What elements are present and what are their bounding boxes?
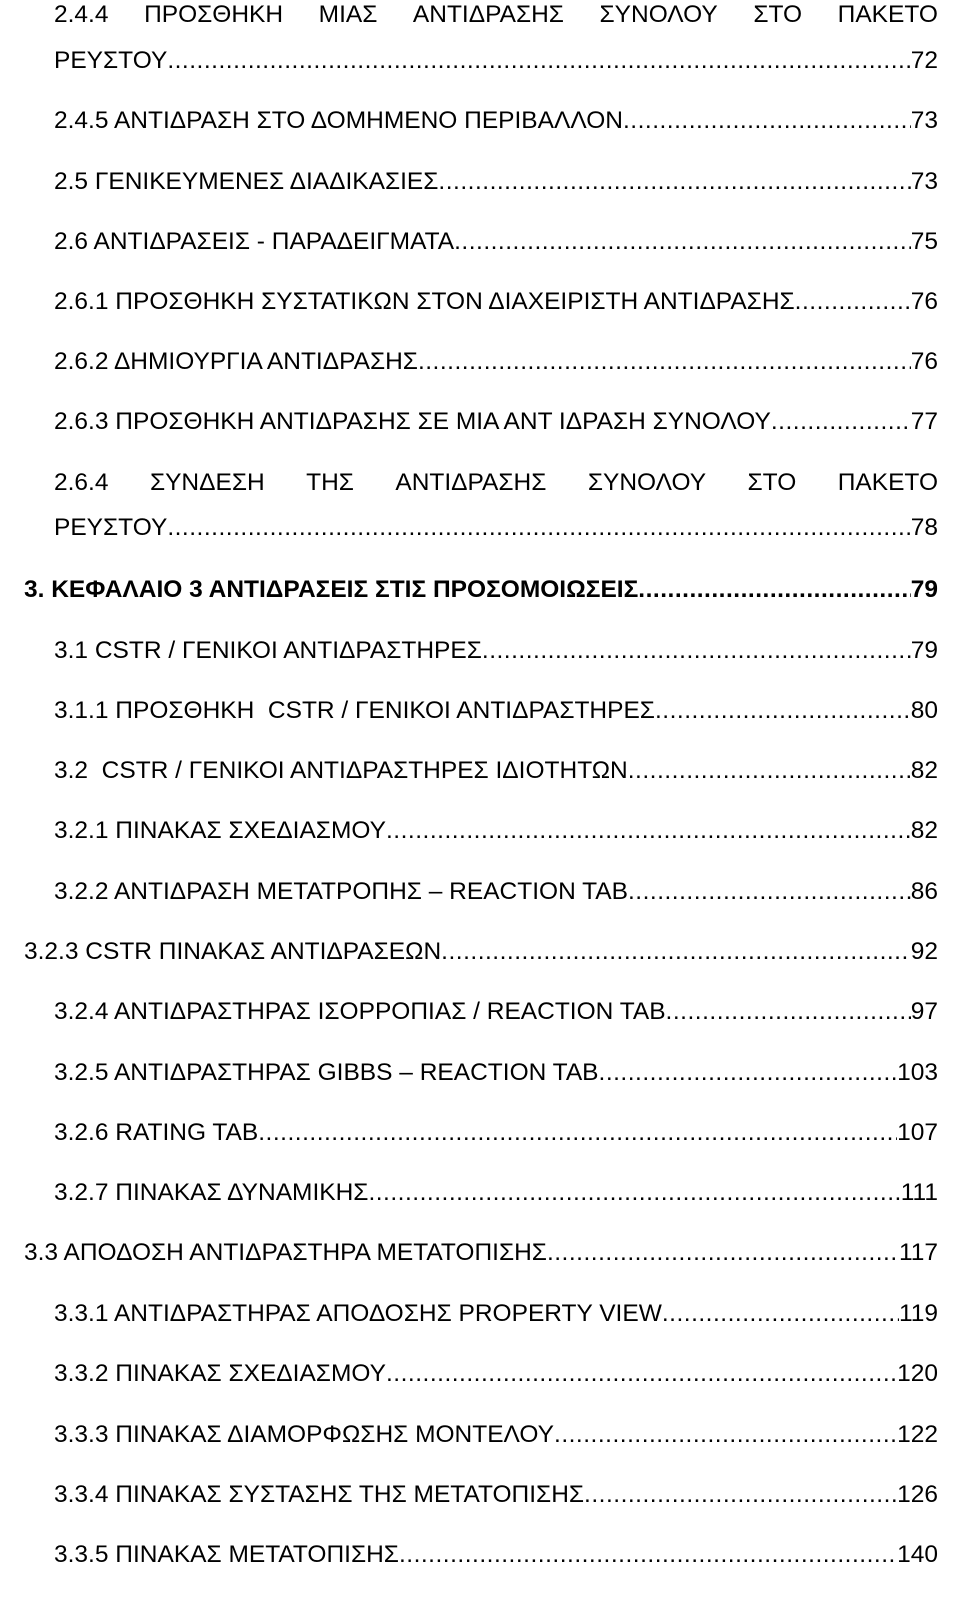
toc-word: ΣΥΝΟΛΟΥ — [587, 469, 707, 496]
toc-entry-3-2-1[interactable] — [54, 816, 938, 846]
toc-leader-dots — [441, 937, 911, 967]
toc-entry-text: 3.2.6 RATING TAB — [54, 1119, 259, 1146]
toc-leader-dots — [482, 636, 911, 666]
toc-entry-text: 3. ΚΕΦΑΛΑΙΟ 3 ΑΝΤΙΔΡΑΣΕΙΣ ΣΤΙΣ ΠΡΟΣΟΜΟΙΩΣΕΙΣ — [24, 576, 639, 603]
toc-entry-2-4-4[interactable] — [54, 0, 938, 76]
toc-word: ΑΝΤΙΔΡΑΣΗΣ — [412, 1, 564, 28]
toc-leader-dots — [167, 513, 910, 543]
toc-leader-dots — [438, 167, 910, 197]
toc-leader-dots — [167, 46, 910, 76]
toc-page-number: 92 — [910, 938, 938, 965]
toc-entry-text: 3.2 CSTR / ΓΕΝΙΚΟΙ ΑΝΤΙΔΡΑΣΤΗΡΕΣ ΙΔΙΟΤΗΤΩΝ — [54, 757, 628, 784]
toc-entry-text: 3.1.1 ΠΡΟΣΘΗΚΗ CSTR / ΓΕΝΙΚΟΙ ΑΝΤΙΔΡΑΣΤΗΡΕΣ — [54, 697, 655, 724]
toc-entry-text: 3.3.2 ΠΙΝΑΚΑΣ ΣΧΕΔΙΑΣΜΟΥ — [54, 1360, 386, 1387]
toc-entry-3-3-5[interactable] — [54, 1540, 938, 1570]
toc-entry-text: 3.3.4 ΠΙΝΑΚΑΣ ΣΥΣΤΑΣΗΣ ΤΗΣ ΜΕΤΑΤΟΠΙΣΗΣ — [54, 1481, 585, 1508]
toc-entry-3-3-2[interactable] — [54, 1359, 938, 1389]
toc-entry-2-6-3[interactable] — [54, 407, 938, 437]
toc-entry-3-2-7[interactable] — [54, 1178, 938, 1208]
toc-word: ΣΤΟ — [747, 469, 797, 496]
toc-page-number: 111 — [900, 1179, 938, 1206]
toc-leader-dots — [638, 575, 910, 605]
toc-entry-2-6-2[interactable] — [54, 347, 938, 377]
toc-entry-text: 3.2.1 ΠΙΝΑΚΑΣ ΣΧΕΔΙΑΣΜΟΥ — [54, 817, 386, 844]
toc-word: ΣΤΟ — [753, 1, 803, 28]
toc-word: ΠΡΟΣΘΗΚΗ — [144, 1, 284, 28]
toc-entry-3-1-1[interactable] — [54, 696, 938, 726]
toc-page-number: 97 — [910, 998, 938, 1025]
toc-entry-3-3-1[interactable] — [54, 1299, 938, 1329]
toc-entry-text: 2.6 ΑΝΤΙΔΡΑΣΕΙΣ - ΠΑΡΑΔΕΙΓΜΑΤΑ — [54, 228, 455, 255]
toc-page-number: 117 — [898, 1239, 938, 1266]
toc-page-number: 103 — [897, 1059, 938, 1086]
toc-page-number: 120 — [897, 1360, 938, 1387]
toc-word: ΣΥΝΟΛΟΥ — [599, 1, 718, 28]
toc-entry-text: 3.2.2 ΑΝΤΙΔΡΑΣΗ ΜΕΤΑΤΡΟΠΗΣ – REACTION TAB — [54, 878, 628, 905]
toc-leader-dots — [655, 696, 911, 726]
toc-entry-3-2-2[interactable] — [54, 877, 938, 907]
toc-entry-text: 3.3.5 ΠΙΝΑΚΑΣ ΜΕΤΑΤΟΠΙΣΗΣ — [54, 1541, 399, 1568]
toc-entry-3-3-4[interactable] — [54, 1480, 938, 1510]
toc-word: ΣΥΝΔΕΣΗ — [149, 469, 265, 496]
toc-word: 2.6.4 — [54, 469, 109, 496]
toc-entry-2-6[interactable] — [54, 227, 938, 257]
toc-leader-dots — [418, 347, 911, 377]
toc-entry-3-2[interactable] — [54, 756, 938, 786]
toc-leader-dots — [771, 407, 911, 437]
toc-entry-text: 3.3.3 ΠΙΝΑΚΑΣ ΔΙΑΜΟΡΦΩΣΗΣ ΜΟΝΤΕΛΟΥ — [54, 1421, 555, 1448]
toc-entry-text: 3.2.4 ΑΝΤΙΔΡΑΣΤΗΡΑΣ ΙΣΟΡΡΟΠΙΑΣ / REACTION TAB — [54, 998, 666, 1025]
toc-entry-text: ΡΕΥΣΤΟΥ — [54, 47, 168, 74]
toc-page-number: 126 — [897, 1481, 938, 1508]
toc-leader-dots — [386, 1359, 897, 1389]
toc-leader-dots — [628, 877, 911, 907]
toc-page-number: 77 — [910, 408, 938, 435]
toc-entry-3-1[interactable] — [54, 636, 938, 666]
toc-word: ΜΙΑΣ — [318, 1, 378, 28]
toc-entry-text: 2.6.3 ΠΡΟΣΘΗΚΗ ΑΝΤΙΔΡΑΣΗΣ ΣΕ ΜΙΑ ΑΝΤ ΙΔΡΑΣΗ ΣΥΝΟΛΟΥ — [54, 408, 771, 435]
toc-leader-dots — [662, 1299, 899, 1329]
toc-entry-text: 2.6.1 ΠΡΟΣΘΗΚΗ ΣΥΣΤΑΤΙΚΩΝ ΣΤΟΝ ΔΙΑΧΕΙΡΙΣΤΗ ΑΝΤΙΔΡΑΣΗΣ — [54, 288, 795, 315]
toc-leader-dots — [547, 1238, 899, 1268]
toc-entry-3-3-3[interactable] — [54, 1420, 938, 1450]
toc-word: ΠΑΚΕΤΟ — [837, 1, 938, 28]
toc-page-number: 86 — [910, 878, 938, 905]
toc-entry-text: 3.2.3 CSTR ΠΙΝΑΚΑΣ ΑΝΤΙΔΡΑΣΕΩΝ — [24, 938, 442, 965]
toc-word: ΠΑΚΕΤΟ — [837, 469, 938, 496]
toc-leader-dots — [258, 1118, 897, 1148]
toc-word: 2.4.4 — [54, 1, 109, 28]
toc-entry-3-2-3[interactable] — [24, 937, 938, 967]
toc-entry-3-2-4[interactable] — [54, 997, 938, 1027]
toc-page-number: 79 — [910, 637, 938, 664]
toc-page-number: 75 — [910, 228, 938, 255]
toc-entry-2-5[interactable] — [54, 167, 938, 197]
toc-page-number: 79 — [910, 576, 938, 603]
toc-entry-text: 3.2.7 ΠΙΝΑΚΑΣ ΔΥΝΑΜΙΚΗΣ — [54, 1179, 369, 1206]
toc-leader-dots — [399, 1540, 897, 1570]
toc-entry-2-6-4[interactable] — [54, 468, 938, 543]
toc-page-number: 107 — [897, 1119, 938, 1146]
toc-word: ΤΗΣ — [306, 469, 354, 496]
toc-leader-dots — [666, 997, 911, 1027]
toc-page-number: 119 — [898, 1300, 938, 1327]
toc-page-number: 72 — [910, 47, 938, 74]
toc-page-number: 80 — [910, 697, 938, 724]
toc-entry-text: 3.3.1 ΑΝΤΙΔΡΑΣΤΗΡΑΣ ΑΠΟΔΟΣΗΣ PROPERTY VIEW — [54, 1300, 662, 1327]
toc-entry-text: 2.6.2 ΔΗΜΙΟΥΡΓΙΑ ΑΝΤΙΔΡΑΣΗΣ — [54, 348, 418, 375]
toc-entry-3-2-5[interactable] — [54, 1058, 938, 1088]
toc-entry-text: 3.3 ΑΠΟΔΟΣΗ ΑΝΤΙΔΡΑΣΤΗΡΑ ΜΕΤΑΤΟΠΙΣΗΣ — [24, 1239, 547, 1266]
toc-leader-dots — [386, 816, 911, 846]
toc-page-number: 82 — [910, 757, 938, 784]
toc-page-number: 73 — [910, 107, 938, 134]
toc-leader-dots — [795, 287, 911, 317]
toc-leader-dots — [584, 1480, 897, 1510]
toc-page-number: 78 — [910, 514, 938, 541]
toc-leader-dots — [599, 1058, 898, 1088]
toc-leader-dots — [628, 756, 911, 786]
toc-entry-3-2-6[interactable] — [54, 1118, 938, 1148]
toc-leader-dots — [554, 1420, 897, 1450]
toc-page-number: 76 — [910, 348, 938, 375]
toc-leader-dots — [454, 227, 911, 257]
toc-entry-text: 2.4.5 ΑΝΤΙΔΡΑΣΗ ΣΤΟ ΔΟΜΗΜΕΝΟ ΠΕΡΙΒΑΛΛΟΝ — [54, 107, 623, 134]
toc-leader-dots — [623, 106, 911, 136]
toc-entry-text: 2.5 ΓΕΝΙΚΕΥΜΕΝΕΣ ΔΙΑΔΙΚΑΣΙΕΣ — [54, 168, 439, 195]
toc-entry-chapter-3[interactable] — [24, 575, 938, 605]
toc-leader-dots — [368, 1178, 900, 1208]
toc-page-number: 122 — [897, 1421, 938, 1448]
toc-entry-text: 3.1 CSTR / ΓΕΝΙΚΟΙ ΑΝΤΙΔΡΑΣΤΗΡΕΣ — [54, 637, 482, 664]
toc-word: ΑΝΤΙΔΡΑΣΗΣ — [395, 469, 547, 496]
toc-entry-first-line — [54, 0, 938, 30]
toc-entry-2-6-1[interactable] — [54, 287, 938, 317]
toc-page-number: 140 — [897, 1541, 938, 1568]
toc-page-number: 82 — [910, 817, 938, 844]
toc-page-number: 73 — [910, 168, 938, 195]
toc-entry-text: 3.2.5 ΑΝΤΙΔΡΑΣΤΗΡΑΣ GIBBS – REACTION TAB — [54, 1059, 599, 1086]
toc-entry-2-4-5[interactable] — [54, 106, 938, 136]
toc-entry-3-3[interactable] — [24, 1238, 938, 1268]
toc-entry-first-line — [54, 468, 938, 498]
toc-entry-text: ΡΕΥΣΤΟΥ — [54, 514, 168, 541]
toc-page-number: 76 — [910, 288, 938, 315]
